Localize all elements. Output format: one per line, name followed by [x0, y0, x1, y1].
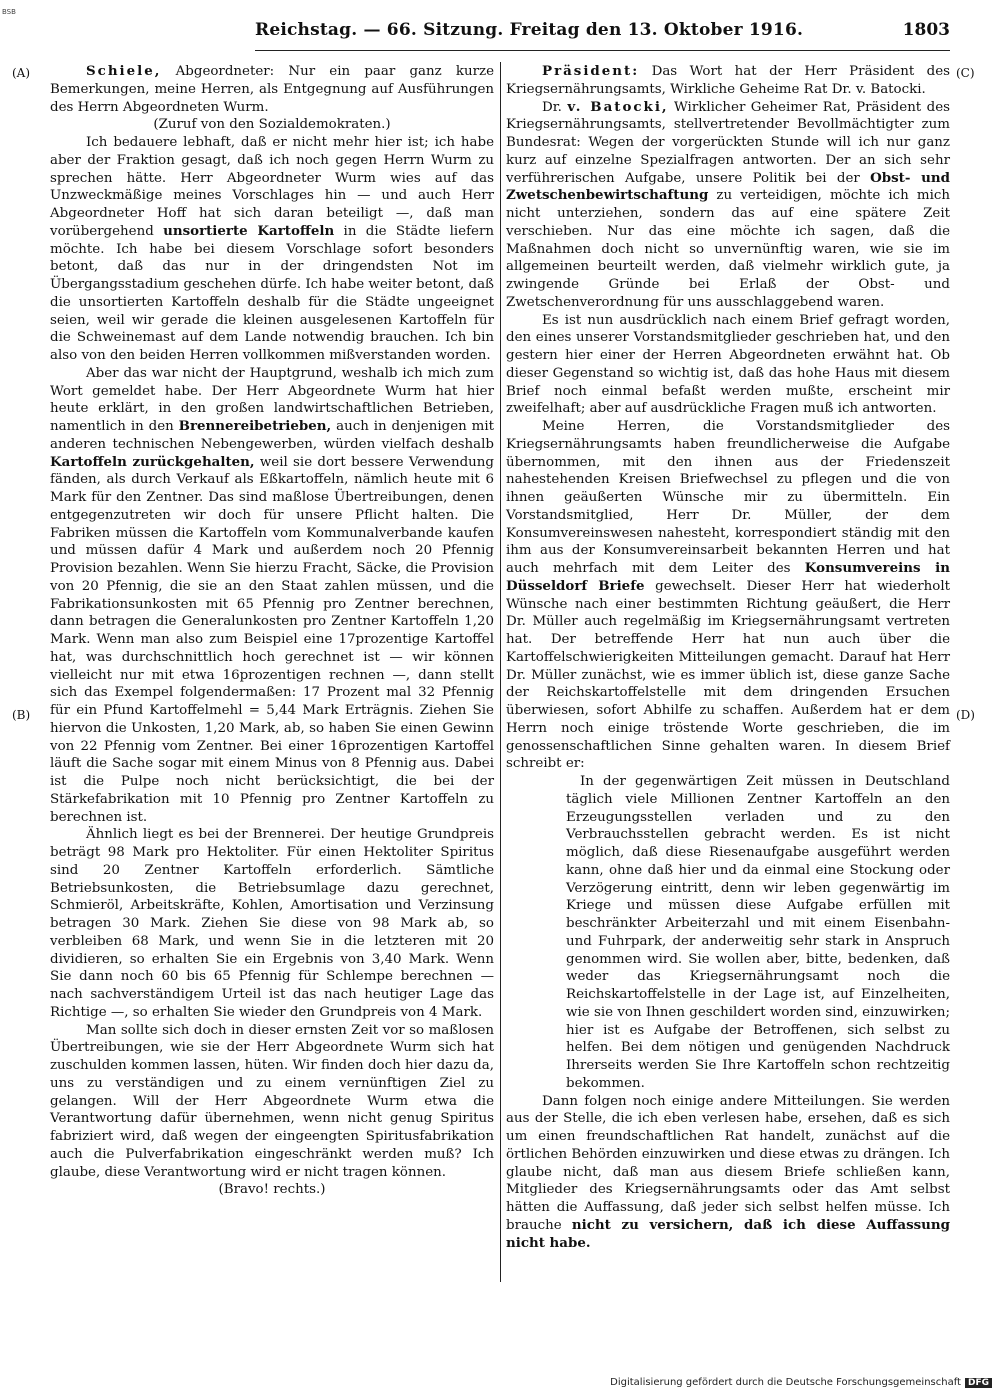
paragraph-text: weil sie dort bessere Verwendung fänden, als durch Verkauf als Eßkartoffeln, nämlich heute mit 6 Mark für den Zentner. Das sind maßlose Übertreibungen, denen entgegenzutreten wir doch für unsere Pflicht halten. Die Fabriken müssen die Kartoffeln vom Kommunalverbande kaufen und müssen dafür 4 Mark und außerdem noch 20 Pfennig Provision bezahlen. Wenn Sie hierzu Fracht, Säcke, die Provision von 20 Pfennig, die sie an den Staat zahlen müssen, und die Fabrikationsunkosten mit 65 Pfennig pro Zentner berechnen, dann betragen die Generalunkosten pro Zentner Kartoffeln 1,20 Mark. Wenn man also zum Beispiel eine 17prozentige Kartoffel hat, was durchschnittlich hoch gerechnet ist — wir können vielleicht nur mit etwa 16prozentigen rechnen —, dann stellt sich das Exempel folgendermaßen: 17 Prozent mal 32 Pfennig für ein Pfund Kartoffelmehl = 5,44 Mark Erträgnis. Ziehen Sie hiervon die Unkosten, 1,20 Mark, ab, so haben Sie einen Gewinn von 22 Pfennig vom Zentner. Bei einer 16prozentigen Kartoffel läuft die Sache sogar mit einem Minus von 8 Pfennig aus. Dabei ist die Pulpe noch nicht berücksichtigt, die bei der Stärkefabrikation mit 10 Pfennig pro Zentner Kartoffeln zu berechnen ist.: [50, 454, 494, 825]
interjection: (Bravo! rechts.): [218, 1182, 326, 1198]
library-mark: BSB: [2, 8, 16, 16]
margin-mark-b: (B): [12, 708, 31, 722]
margin-mark-c: (C): [956, 66, 975, 80]
footer-credit: [610, 1377, 992, 1388]
paragraph-text: Aber das war nicht der Hauptgrund, weshalb ich mich zum Wort gemeldet habe. Der Herr Abgeordnete Wurm hat hier heute erklärt, in den großen landwirtschaftlichen Betrieben, namentlich in den: [50, 365, 494, 434]
paragraph: [506, 99, 950, 312]
paragraph: [506, 63, 950, 99]
paragraph-text: in die Städte liefern möchte. Ich habe bei diesem Vorschlage sofort besonders betont, daß das nur in der dringendsten Not im Übergangsstadium geschehen dürfe. Ich habe weiter betont, daß die unsortierten Kartoffeln deshalb für die Städte ungeeignet seien, weil wir gerade die kleinen ausgelesenen Kartoffeln für die Schweinemast auf dem Lande notwendig brauchen. Ich bin also von den beiden Herren vollkommen mißverstanden worden.: [50, 223, 494, 363]
running-head: Reichstag. — 66. Sitzung. Freitag den 13. Oktober 1916.: [255, 20, 804, 40]
speaker-name: Präsident:: [542, 63, 640, 79]
left-column: [50, 63, 494, 1199]
paragraph-text: Das Wort hat der Herr Präsident des Kriegsernährungsamts, Wirkliche Geheime Rat Dr. v. Batocki.: [506, 64, 950, 97]
speaker-name: Schiele,: [86, 63, 162, 79]
paragraph: Es ist nun ausdrücklich nach einem Brief gefragt worden, den eines unserer Vorstandsmitglieder geschrieben hat, und den gestern hier einer der Herren Abgeordneten erwähnt hat. Ob dieser Gegenstand so wichtig ist, daß das hohe Haus mit diesem Brief noch einmal befaßt werden mußte, erscheint mir zweifelhaft; aber auf ausdrückliche Fragen muß ich antworten.: [506, 312, 950, 417]
header-rule: [255, 50, 950, 51]
paragraph-text: Dann folgen noch einige andere Mitteilungen. Sie werden aus der Stelle, die ich eben verlesen habe, ersehen, daß es sich um einen freundschaftlichen Rat handelt, zunächst auf die örtlichen Behörden einzuwirken und diese etwas zu drängen. Ich glaube nicht, daß man aus diesem Briefe schließen kann, Mitglieder des Kriegsernährungsamts oder das Amt selbst hätten die Auffassung, daß jeder sich selbst helfen müsse. Ich brauche: [506, 1093, 950, 1233]
emphasis-text: nicht zu versichern, daß ich diese Auffassung nicht habe.: [506, 1216, 950, 1251]
speaker-name: v. Batocki,: [567, 98, 669, 115]
footer-text: Digitalisierung gefördert durch die Deutsche Forschungsgemeinschaft: [610, 1377, 961, 1388]
right-column: [506, 63, 950, 1252]
paragraph-text: Dr.: [542, 99, 568, 115]
emphasis-text: unsortierte Kartoffeln: [163, 222, 335, 239]
emphasis-text: Kartoffeln zurückgehalten,: [50, 453, 255, 470]
paragraph-text: zu verteidigen, möchte ich mich nicht unterziehen, sondern das auf eine spätere Zeit verschieben. Nur das eine möchte ich sagen, daß die Maßnahmen doch nicht so unvernünftig waren, wie sie im allgemeinen beurteilt werden, daß vielmehr wirklich gute, ja zwingende Gründe bei Erlaß der Obst- und Zwetschenverordnung für uns ausschlaggebend waren.: [506, 188, 950, 310]
paragraph-text: gewechselt. Dieser Herr hat wiederholt Wünsche nach einer bestimmten Richtung geäußert, die Herr Dr. Müller auch regelmäßig im Kriegsernährungsamt vertreten hat. Der betreffende Herr hat nun auch über die Kartoffelschwierigkeiten Mitteilungen gemacht. Darauf hat Herr Dr. Müller zunächst, wie es immer üblich ist, diese ganze Sache der Reichskartoffelstelle mit dem dringenden Ersuchen überwiesen, sofort Abhilfe zu schaffen. Außerdem hat er dem Herrn noch einige tröstende Worte geschrieben, die im genossenschaftlichen Sinne gehalten waren. In diesem Brief schreibt er:: [506, 578, 950, 772]
paragraph-text: Ich bedauere lebhaft, daß er nicht mehr hier ist; ich habe aber der Fraktion gesagt, daß ich noch gegen Herrn Wurm zu sprechen hätte. Herr Abgeordneter Wurm wies auf das Unzweckmäßige meines Vorschlages hin — und auch Herr Abgeordneter Hoff hat sich daran beteiligt —, daß man vorübergehend: [50, 135, 494, 239]
emphasis-text: Brennereibetrieben,: [178, 418, 332, 434]
emphasis-text: Konsumvereins in Düsseldorf Briefe: [506, 560, 950, 594]
paragraph: Man sollte sich doch in dieser ernsten Zeit vor so maßlosen Übertreibungen, wie sie der Herr Abgeordnete Wurm sich hat zuschulden kommen lassen, hüten. Wir finden doch hier dazu da, uns zu verständigen und zu einem vernünftigen Ziel zu gelangen. Will der Herr Abgeordnete Wurm etwa die Verantwortung dafür übernehmen, wenn nicht genug Spiritus fabriziert wird, daß wegen der eingeengten Spiritusfabrikation auch die Pulverfabrikation eingeschränkt werden muß? Ich glaube, diese Verantwortung wird er nicht tragen können.: [50, 1022, 494, 1180]
paragraph-text: Abgeordneter: Nur ein paar ganz kurze Bemerkungen, meine Herren, als Entgegnung auf Ausführungen des Herrn Abgeordneten Wurm.: [50, 64, 494, 115]
dfg-logo: DFG: [965, 1378, 992, 1388]
page-header: [255, 20, 950, 46]
page-number: 1803: [902, 20, 950, 40]
paragraph: [50, 134, 494, 365]
paragraph: [50, 365, 494, 827]
margin-mark-a: (A): [12, 66, 31, 80]
margin-mark-d: (D): [956, 708, 975, 722]
emphasis-text: Obst- und Zwetschenbewirtschaftung: [506, 169, 950, 204]
paragraph-text: Meine Herren, die Vorstandsmitglieder des Kriegsernährungsamts haben freundlicherweise die Aufgabe übernommen, mit den ihnen aus der Friedenszeit nahestehenden Kreisen Briefwechsel zu pflegen und die von ihnen geäußerten Wünsche mir zu übermitteln. Ein Vorstandsmitglied, Herr Dr. Müller, der dem Konsumvereinswesen nahesteht, korrespondiert ständig mit den ihm aus der Konsumvereinsarbeit bekannten Herren und hat auch mehrfach mit dem Leiter des: [506, 419, 950, 576]
paragraph: [506, 1093, 950, 1253]
paragraph: [506, 418, 950, 773]
column-divider: [500, 62, 501, 1282]
interjection: (Zuruf von den Sozialdemokraten.): [153, 117, 391, 133]
paragraph-text: Wirklicher Geheimer Rat, Präsident des Kriegsernährungsamts, stellvertretender Bevollmächtigter zum Bundesrat: Wegen der vorgerückten Stunde will ich nur ganz kurz auf einzelne Spezialfragen antworten. Der an sich sehr verführerischen Aufgabe, unsere Politik bei der: [506, 99, 950, 186]
quoted-letter: In der gegenwärtigen Zeit müssen in Deutschland täglich viele Millionen Zentner Kartoffeln an den Erzeugungsstellen verladen und zu den Verbrauchsstellen gebracht werden. Es ist nicht möglich, daß diese Riesenaufgabe ausgeführt werden kann, ohne daß hier und da einmal eine Stockung oder Verzögerung eintritt, denn wir leben gegenwärtig im Kriege und müssen diese Aufgabe erfüllen mit beschränkter Arbeiterzahl und mit einem Eisenbahn- und Fuhrpark, der anderweitig sehr stark in Anspruch genommen wird. Sie wollen aber, bitte, bedenken, daß weder das Kriegsernährungsamt noch die Reichskartoffelstelle in der Lage ist, auf Einzelheiten, wie sie von Ihnen geschildert worden sind, einzuwirken; hier ist es Aufgabe der Betroffenen, sich selbst zu helfen. Bei dem nötigen und genügenden Nachdruck Ihrerseits werden Sie Ihre Kartoffeln schon rechtzeitig bekommen.: [566, 774, 950, 1091]
paragraph: [50, 63, 494, 116]
paragraph: Ähnlich liegt es bei der Brennerei. Der heutige Grundpreis beträgt 98 Mark pro Hektoliter. Für einen Hektoliter Spiritus sind 20 Zentner Kartoffeln erforderlich. Sämtliche Betriebsunkosten, die Betriebsumlage dazu gerechnet, Schmieröl, Arbeitskräfte, Kohlen, Amortisation und Verzinsung betragen 30 Mark. Ziehen Sie diese von 98 Mark ab, so verbleiben 68 Mark, und wenn Sie in die letzteren mit 20 dividieren, so erhalten Sie ein Ergebnis von 3,40 Mark. Wenn Sie dann noch 60 bis 65 Pfennig für Schlempe berechnen — nach sachverständigem Urteil ist das nach heutiger Lage das Richtige —, so erhalten Sie wieder den Grundpreis von 4 Mark.: [50, 827, 494, 1020]
paragraph-text: auch in denjenigen mit anderen technischen Nebengewerben, würden vielfach deshalb: [50, 419, 494, 452]
